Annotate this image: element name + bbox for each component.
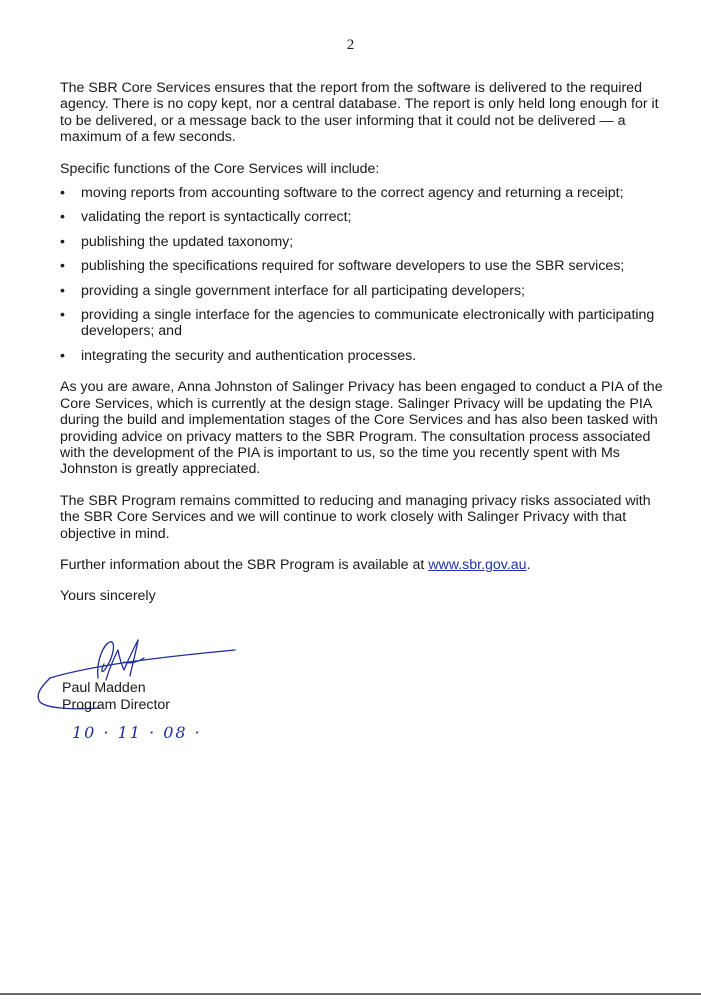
list-item: • integrating the security and authentication processes. [60,347,417,364]
functions-list [60,185,670,364]
scan-edge-line [0,993,701,995]
page-number: 2 [346,37,355,53]
paragraph-core-services: The SBR Core Services ensures that the report from the software is delivered to the required agency. There is no copy kept, nor a central database. The report is only held long enough for it to be delivered, or a message back to the user informing that it could not be delivered — a maximum of a few seconds. [60,80,659,146]
list-item: • providing a single interface for the agencies to communicate electronically with participating developers; and [60,307,655,340]
website-link[interactable]: www.sbr.gov.au [428,556,527,573]
bullet-icon: • [60,347,65,364]
signer-name: Paul Madden [62,680,146,696]
list-item: • publishing the specifications required for software developers to use the SBR services; [60,258,625,275]
bullet-icon: • [60,209,65,226]
letter-body [60,80,670,605]
handwritten-date: 10 · 11 · 08 · [72,723,202,742]
list-item: • publishing the updated taxonomy; [60,233,294,250]
list-item: • validating the report is syntactically correct; [60,209,352,226]
paragraph-functions-intro: Specific functions of the Core Services will include: [60,160,380,177]
paragraph-commitment: The SBR Program remains committed to reducing and managing privacy risks associated with the SBR Core Services and we will continue to work closely with Salinger Privacy with that objective in mind. [60,492,651,542]
bullet-icon: • [60,258,65,275]
bullet-icon: • [60,307,65,324]
list-item: • moving reports from accounting software to the correct agency and returning a receipt; [60,185,624,202]
closing-salutation: Yours sincerely [60,588,156,605]
list-item: • providing a single government interface for all participating developers; [60,282,526,299]
signer-title: Program Director [62,697,171,713]
bullet-icon: • [60,282,65,299]
paragraph-pia: As you are aware, Anna Johnston of Salinger Privacy has been engaged to conduct a PIA of the Core Services, which is currently at the design stage. Salinger Privacy will be updating the PIA during the build and implementation stages of the Core Services and has also been tasked with providing advice on privacy matters to the SBR Program. The consultation process associated with the development of the PIA is important to us, so the time you recently spent with Ms Johnston is greatly appreciated. [60,379,663,478]
paragraph-further-info: Further information about the SBR Program is available at www.sbr.gov.au. [60,556,531,573]
bullet-icon: • [60,185,65,202]
bullet-icon: • [60,233,65,250]
